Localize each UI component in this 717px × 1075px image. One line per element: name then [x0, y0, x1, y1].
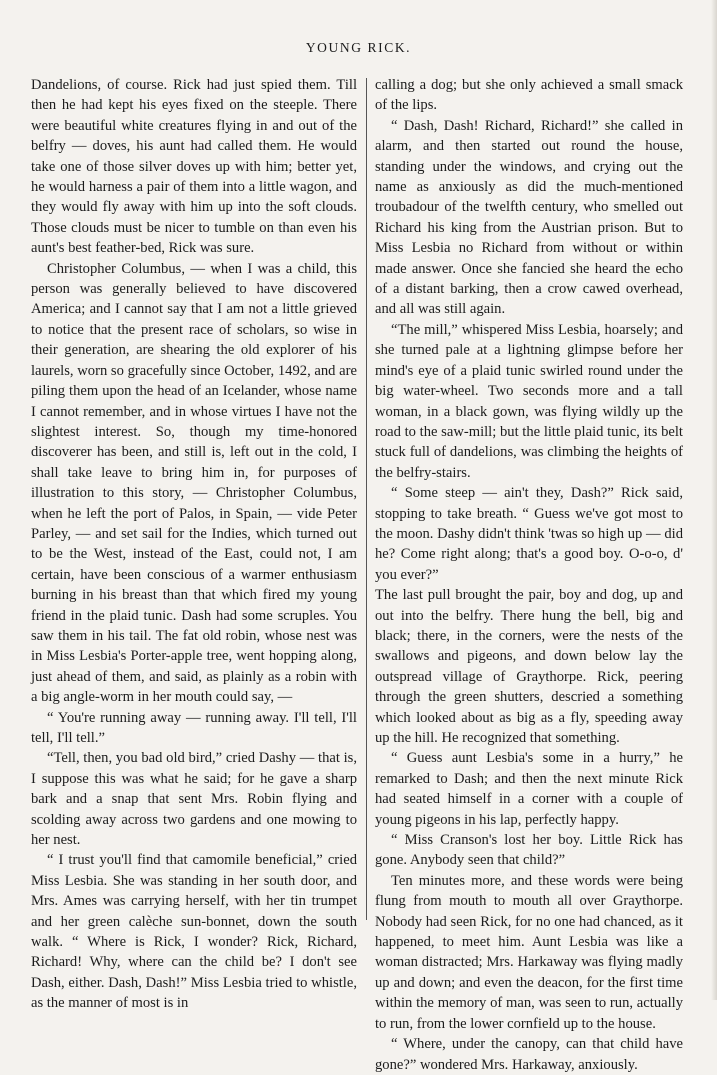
paragraph: “ You're running away — running away. I'll tell, I'll tell, I'll tell.”	[31, 709, 357, 746]
paragraph: Dandelions, of course. Rick had just spied them. Till then he had kept his eyes fixed on the steeple. There were beautiful white creatures flying in and out of the belfry — doves, his aunt had called them. He would take one of those silver doves up with him; better yet, he would harness a pair of them into a little wagon, and they would fly away with him up into the soft clouds. Those clouds must be nicer to tumble on than even his aunt's best feather-bed, Rick was sure.	[31, 77, 357, 257]
left-column	[31, 75, 357, 1014]
paragraph: “ Some steep — ain't they, Dash?” Rick said, stopping to take breath. “ Guess we've got most to the moon. Dashy didn't think 'twas so high up — did he? Come right along; that's a good boy. O-o-o, d' you ever?”	[375, 485, 683, 583]
paragraph: “ Guess aunt Lesbia's some in a hurry,” he remarked to Dash; and then the next minute Rick had seated himself in a corner with a couple of young pigeons in his lap, perfectly happy.	[375, 750, 683, 828]
right-column	[375, 75, 683, 1075]
paragraph: The last pull brought the pair, boy and dog, up and out into the belfry. There hung the bell, big and black; there, in the corners, were the nests of the swallows and pigeons, and down below lay the outspread village of Graythorpe. Rick, peering through the green shutters, descried a something which looked about as big as a fly, speeding away up the hill. He recognized that something.	[375, 587, 683, 746]
paragraph: Ten minutes more, and these words were being flung from mouth to mouth all over Graythorpe. Nobody had seen Rick, for no one had chanced, as it happened, to meet him. Aunt Lesbia was like a woman distracted; Mrs. Harkaway was flying madly up and down; and even the deacon, for the first time within the memory of man, was seen to run, actually to run, from the lower cornfield up to the house.	[375, 872, 683, 1032]
column-divider	[366, 78, 367, 920]
paragraph: calling a dog; but she only achieved a small smack of the lips.	[375, 77, 683, 114]
paragraph: “Tell, then, you bad old bird,” cried Dashy — that is, I suppose this was what he said; for he gave a sharp bark and a snap that sent Mrs. Robin flying and scolding away across two gardens and one mowing to her nest.	[31, 750, 357, 849]
paragraph: “ Miss Cranson's lost her boy. Little Rick has gone. Anybody seen that child?”	[375, 832, 683, 869]
paragraph: “ I trust you'll find that camomile beneficial,” cried Miss Lesbia. She was standing in her south door, and Mrs. Ames was carrying herself, with her tin trumpet and her green calèche sun-bonnet, down the south walk. “ Where is Rick, I wonder? Rick, Richard, Richard! Why, where can the child be? I don't see Dash, either. Dash, Dash!” Miss Lesbia tried to whistle, as the manner of most is in	[31, 852, 357, 1012]
paragraph: “ Where, under the canopy, can that child have gone?” wondered Mrs. Harkaway, anxiously.	[375, 1036, 683, 1073]
running-head: YOUNG RICK.	[305, 40, 412, 55]
paragraph: Christopher Columbus, — when I was a child, this person was generally believed to have discovered America; and I cannot say that I am not a little grieved to notice that the present race of scholars, so wise in their generation, are shearing the old explorer of his laurels, worn so gracefully since October, 1492, and are piling them upon the head of an Icelander, whose name I cannot remember, and in whose virtues I have not the slightest interest. So, though my time-honored discoverer has been, and still is, left out in the cold, I shall take leave to bring him in, for purposes of illustration to this story, — Christopher Columbus, when he left the port of Palos, in Spain, — vide Peter Parley, — and set sail for the Indies, which turned out to be the West, instead of the East, could not, I am certain, have been conscious of a warmer enthusiasm burning in his breast than that which fired my young friend in the plaid tunic. Dash had some scruples. You saw them in his tail. The fat old robin, whose nest was in Miss Lesbia's Porter-apple tree, went hopping along, just ahead of them, and said, as plainly as a robin with a big angle-worm in her mouth could say, —	[31, 260, 357, 706]
paragraph: “The mill,” whispered Miss Lesbia, hoarsely; and she turned pale at a lightning glimpse before her mind's eye of a plaid tunic swirled round under the big water-wheel. Two seconds more and a tall woman, in a black gown, was flying wildly up the road to the saw-mill; but the little plaid tunic, its belt stuck full of dandelions, was climbing the heights of the belfry-stairs.	[375, 321, 683, 481]
page-edge	[711, 0, 717, 1000]
paragraph: “ Dash, Dash! Richard, Richard!” she called in alarm, and then started out round the house, standing under the windows, and crying out the name as anxiously as did the much-mentioned troubadour of the twelfth century, who smelled out Richard his king from the Austrian prison. But to Miss Lesbia no Richard from without or within made answer. Once she fancied she heard the echo of a distant barking, then a crow cawed overhead, and all was still again.	[375, 117, 683, 318]
